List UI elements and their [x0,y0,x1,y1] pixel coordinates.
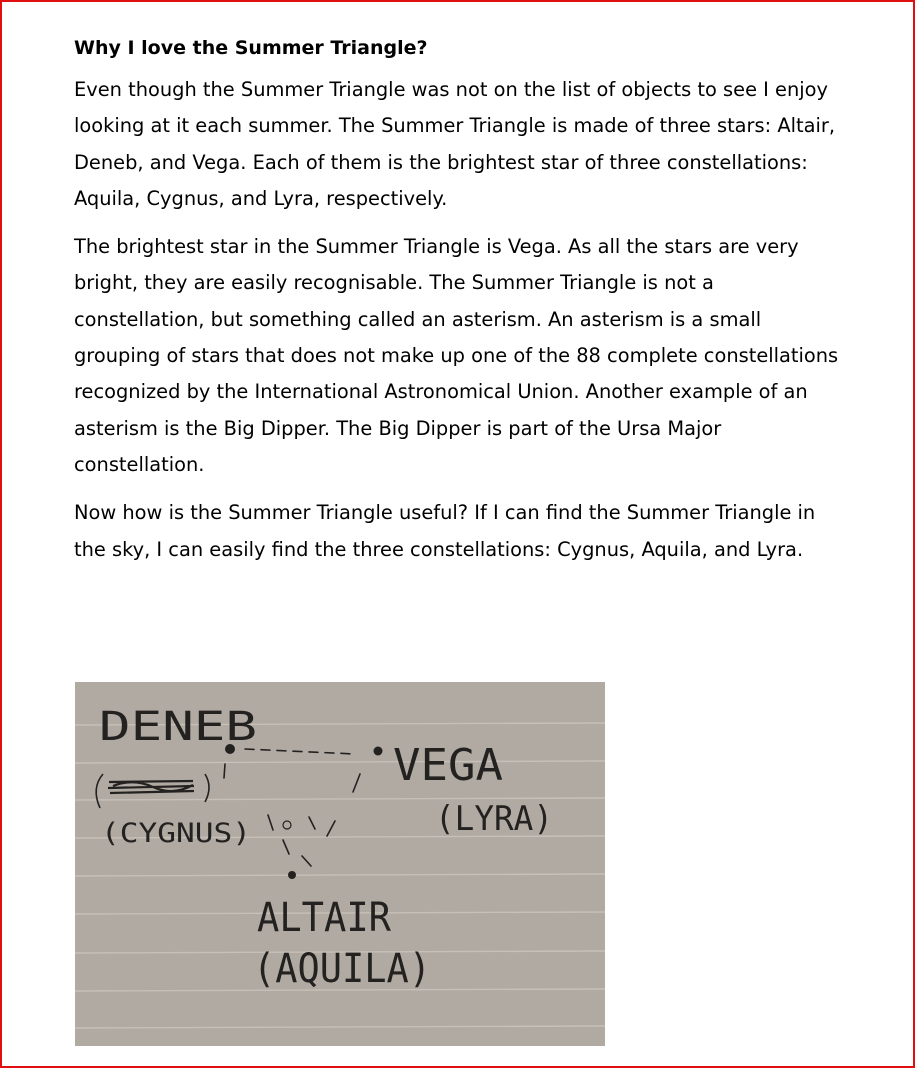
summer-triangle-sketch-photo [75,682,605,1046]
document-heading: Why I love the Summer Triangle? [74,37,428,59]
aquila-label: (AQUILA) [253,946,431,992]
paragraph-usefulness: Now how is the Summer Triangle useful? If I can find the Summer Triangle in the sky, I can easily find the three constellations: Cygnus, Aquila, and Lyra. [74,501,816,561]
document-body [74,34,844,580]
altair-label: ALTAIR [257,895,392,941]
paragraph-intro: Even though the Summer Triangle was not on the list of objects to see I enjoy looking at it each summer. The Summer Triangle is made of three stars: Altair, Deneb, and Vega. Each of them is the brightest star of three constellations: Aquila, Cygnus, and Lyra, respectively. [74,78,835,210]
vega-label: VEGA [393,740,503,791]
deneb-label: DENEB [99,704,257,750]
altair-star [288,871,296,879]
lyra-label: (LYRA) [435,799,553,839]
cygnus-label: (CYGNUS) [101,818,251,849]
vega-star [374,747,383,756]
paragraph-asterism: The brightest star in the Summer Triangle is Vega. As all the stars are very bright, they are easily recognisable. The Summer Triangle is not a constellation, but something called an asterism. An asterism is a small grouping of stars that does not make up one of the 88 complete constellations recognized by the International Astronomical Union. Another example of an asterism is the Big Dipper. The Big Dipper is part of the Ursa Major constellation. [74,235,839,476]
